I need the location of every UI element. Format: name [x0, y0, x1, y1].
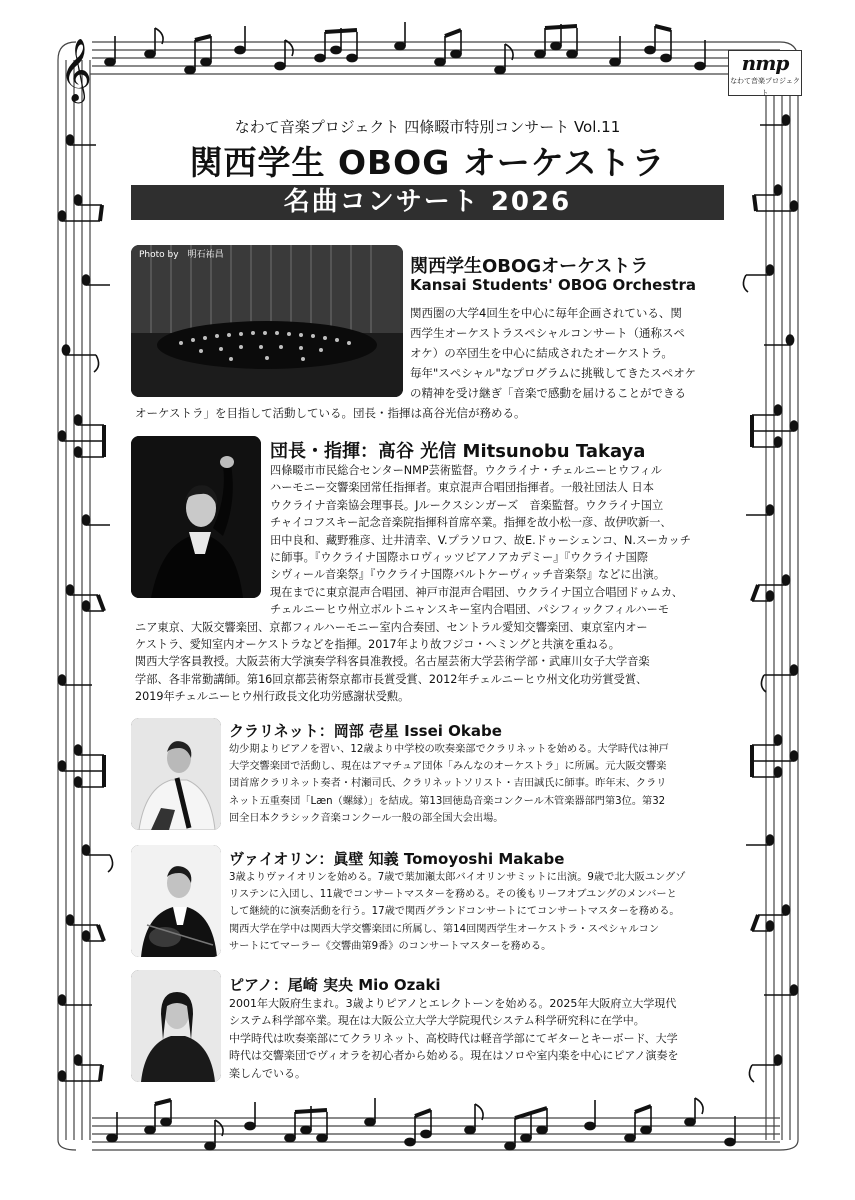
conductor-line: に師事。『ウクライナ国際ホロヴィッツピアノアカデミー』『ウクライナ国際	[270, 551, 649, 565]
orchestra-title-en: Kansai Students' OBOG Orchestra	[410, 276, 696, 294]
orchestra-text-last	[135, 403, 526, 423]
conductor-text	[270, 462, 691, 619]
concert-title-band: 名曲コンサート 2026	[131, 185, 724, 220]
orchestra-line: 関西圏の大学4回生を中心に毎年企画されている、関	[410, 306, 682, 320]
violin-text	[229, 869, 685, 955]
violin-heading: ヴァイオリン：眞壁 知義 Tomoyoshi Makabe	[229, 850, 565, 868]
orchestra-title-jp: 関西学生OBOGオーケストラ	[410, 256, 649, 277]
logo-caption: なわて音楽プロジェクト	[730, 77, 800, 97]
violin-line: 関西大学在学中は関西大学交響楽団に所属し、第14回関西学生オーケストラ・スペシャルコン	[229, 923, 660, 935]
piano-line: 2001年大阪府生まれ。3歳よりピアノとエレクトーンを始める。2025年大阪府立大学現代	[229, 997, 677, 1010]
pre-title: なわて音楽プロジェクト 四條畷市特別コンサート Vol.11	[234, 118, 621, 136]
piano-text	[229, 995, 678, 1082]
main-title: 関西学生 OBOG オーケストラ	[189, 143, 666, 182]
conductor-line: シヴィール音楽祭』『ウクライナ国際バルトケーヴィッチ音楽祭』などに出演。	[270, 568, 666, 582]
orchestra-line: 毎年"スペシャル"なプログラムに挑戦してきたスペオケ	[410, 366, 697, 380]
logo-mark: nmp	[741, 51, 789, 75]
piano-photo	[131, 970, 221, 1082]
nmp-logo	[728, 50, 802, 96]
conductor-line: 現在までに東京混声合唱団、神戸市混声合唱団、ウクライナ国立合唱団ドゥムカ、	[270, 585, 683, 599]
conductor-line: 2019年チェルニーヒウ州行政長文化功労感謝状受勲。	[135, 690, 410, 704]
svg-text:𝄞: 𝄞	[60, 38, 92, 101]
violin-line: サートにてマーラー《交響曲第9番》のコンサートマスターを務める。	[229, 940, 552, 952]
violin-line: 3歳よりヴァイオリンを始める。7歳で葉加瀬太郎バイオリンサミットに出演。9歳で北大阪ユングゾ	[229, 872, 686, 883]
clarinet-line: 団首席クラリネット奏者・村瀬司氏、クラリネットソリスト・吉田誠氏に師事。昨年末、クラリ	[229, 778, 667, 790]
conductor-photo	[131, 436, 261, 598]
conductor-line: 田中良和、藏野雅彦、辻井清幸、V.プラソロフ、故E.ドゥーシェンコ、N.スーカッチ	[270, 533, 691, 547]
piano-heading: ピアノ：尾崎 実央 Mio Ozaki	[229, 976, 441, 994]
orchestra-photo	[131, 245, 403, 397]
piano-line: システム科学部卒業。現在は大阪公立大学大学院現代システム科学研究科に在学中。	[229, 1014, 645, 1028]
clarinet-photo	[131, 718, 221, 830]
orchestra-line: オーケストラ」を目指して活動している。団長・指揮は髙谷光信が務める。	[135, 406, 526, 420]
clarinet-line: ネット五重奏団「Læn（螺縁）」を結成。第13回徳島音楽コンクール木管楽器部門第3位。第32	[229, 795, 666, 807]
conductor-line: チェルニーヒウ州立ボルトニャンスキー室内合唱団、パシフィックフィルハーモ	[270, 603, 670, 617]
clarinet-heading: クラリネット：岡部 壱星 Issei Okabe	[229, 722, 502, 740]
orchestra-line: の精神を受け継ぎ「音楽で感動を届けることができる	[410, 386, 686, 400]
clarinet-line: 回全日本クラシック音楽コンクール一般の部全国大会出場。	[229, 812, 504, 824]
conductor-line: ウクライナ音楽協会理事長。Jルークスシンガーズ 音楽監督。ウクライナ国立	[270, 498, 664, 512]
clarinet-line: 大学交響楽団で活動し、現在はアマチュア団体「みんなのオーケストラ」に所属。元大阪交響楽	[229, 761, 667, 773]
conductor-line: 四條畷市市民総合センターNMP芸術監督。ウクライナ・チェルニーヒウフィル	[270, 464, 662, 477]
violin-line: リステンに入団し、11歳でコンサートマスターを務める。その後もリーフオブユングのメンバーと	[229, 889, 677, 901]
clarinet-text	[229, 741, 669, 827]
violin-line: して継続的に演奏活動を行う。17歳で関西グランドコンサートにてコンサートマスターを務める。	[229, 906, 680, 918]
clarinet-line: 幼少期よりピアノを習い、12歳より中学校の吹奏楽部でクラリネットを始める。大学時代は神戸	[229, 744, 669, 755]
orchestra-line: 西学生オーケストラスペシャルコンサート（通称スペ	[410, 326, 685, 340]
conductor-line: ハーモニー交響楽団常任指揮者。東京混声合唱団指揮者。一般社団法人 日本	[270, 481, 654, 495]
conductor-text-full	[135, 619, 650, 706]
violin-photo	[131, 845, 221, 957]
conductor-line: チャイコフスキー記念音楽院指揮科首席卒業。指揮を故小松一彦、故伊吹新一、	[270, 516, 672, 530]
piano-line: 楽しんでいる。	[229, 1066, 306, 1080]
conductor-line: 学部、各非常勤講師。第16回京都芸術祭京都市長賞受賞、2012年チェルニーヒウ州文化功労賞受賞、	[135, 672, 648, 686]
conductor-line: ケストラ、愛知室内オーケストラなどを指揮。2017年より故フジコ・ヘミングと共演を重ねる。	[135, 638, 620, 651]
conductor-line: ニア東京、大阪交響楽団、京都フィルハーモニー室内合奏団、セントラル愛知交響楽団、東京室内オー	[135, 620, 648, 634]
orchestra-line: オケ）の卒団生を中心に結成されたオーケストラ。	[410, 346, 673, 360]
piano-line: 中学時代は吹奏楽部にてクラリネット、高校時代は軽音学部にてギターとキーボード、大学	[229, 1031, 678, 1045]
conductor-heading: 団長・指揮：髙谷 光信 Mitsunobu Takaya	[270, 441, 646, 462]
conductor-line: 関西大学客員教授。大阪芸術大学演奏学科客員准教授。名古屋芸術大学芸術学部・武庫川女子大学音楽	[135, 655, 650, 669]
piano-line: 時代は交響楽団でヴィオラを初心者から始める。現在はソロや室内楽を中心にピアノ演奏を	[229, 1049, 679, 1063]
photo-credit: Photo by 明石祐昌	[139, 250, 224, 260]
orchestra-text	[410, 303, 696, 403]
